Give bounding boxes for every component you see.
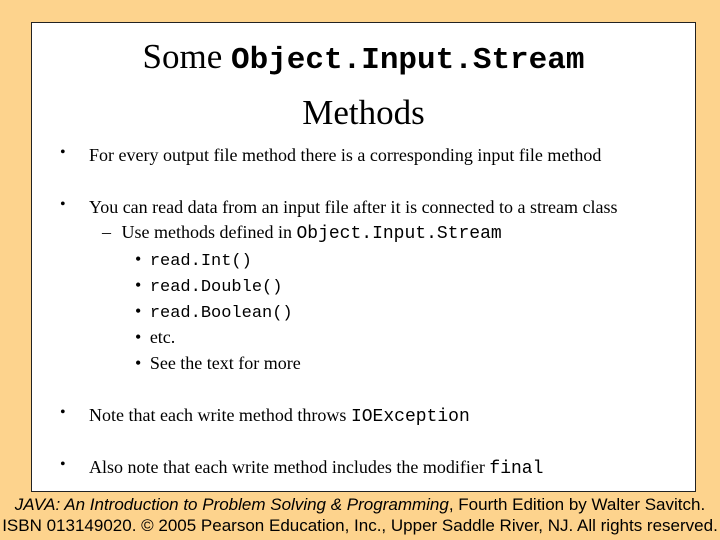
sub-bullet-text: Use methods defined in — [121, 222, 297, 242]
sub-item-4 — [135, 324, 175, 350]
bullet-marker: • — [60, 144, 66, 161]
title-line-2: Methods — [302, 93, 425, 132]
footer-edition: , Fourth Edition by Walter Savitch. — [448, 495, 706, 514]
sub-item-2 — [135, 272, 282, 301]
sub-item-text: etc. — [149, 327, 176, 347]
sub-item-1 — [135, 246, 252, 275]
title-prefix: Some — [142, 37, 231, 76]
bullet-4-text: Also note that each write method includes the modifier final — [89, 457, 544, 479]
title-line-1 — [32, 31, 695, 87]
slide-title — [32, 31, 695, 139]
item-marker: • — [135, 353, 142, 373]
item-marker: • — [135, 249, 142, 269]
sub-item-code: read.Boolean() — [149, 304, 293, 323]
sub-item-5 — [135, 350, 301, 376]
title-code: Object.Input.Stream — [231, 43, 585, 78]
sub-bullet-dash: – — [102, 222, 111, 242]
footer-book-title: JAVA: An Introduction to Problem Solving & Programming — [14, 495, 449, 514]
item-marker: • — [135, 327, 142, 347]
sub-item-code: read.Double() — [149, 278, 283, 297]
slide-content-area — [31, 22, 696, 492]
bullet-marker: • — [60, 196, 66, 213]
bullet-marker: • — [60, 404, 66, 421]
bullet-3-text: Note that each write method throws IOException — [89, 405, 470, 427]
item-marker: • — [135, 301, 142, 321]
sub-item-code: read.Int() — [149, 252, 252, 271]
bullet-marker: • — [60, 456, 66, 473]
bullet-2-text: You can read data from an input file after it is connected to a stream class — [89, 197, 618, 217]
sub-bullet — [102, 220, 502, 246]
footer-copyright: ISBN 013149020. © 2005 Pearson Education, Inc., Upper Saddle River, NJ. All rights reserved. — [2, 516, 718, 535]
footer-citation — [0, 495, 720, 515]
item-marker: • — [135, 275, 142, 295]
sub-bullet-code: Object.Input.Stream — [296, 224, 502, 244]
sub-item-3 — [135, 298, 293, 327]
bullet-1-text: For every output file method there is a corresponding input file method — [89, 145, 602, 165]
sub-item-text: See the text for more — [149, 353, 301, 373]
